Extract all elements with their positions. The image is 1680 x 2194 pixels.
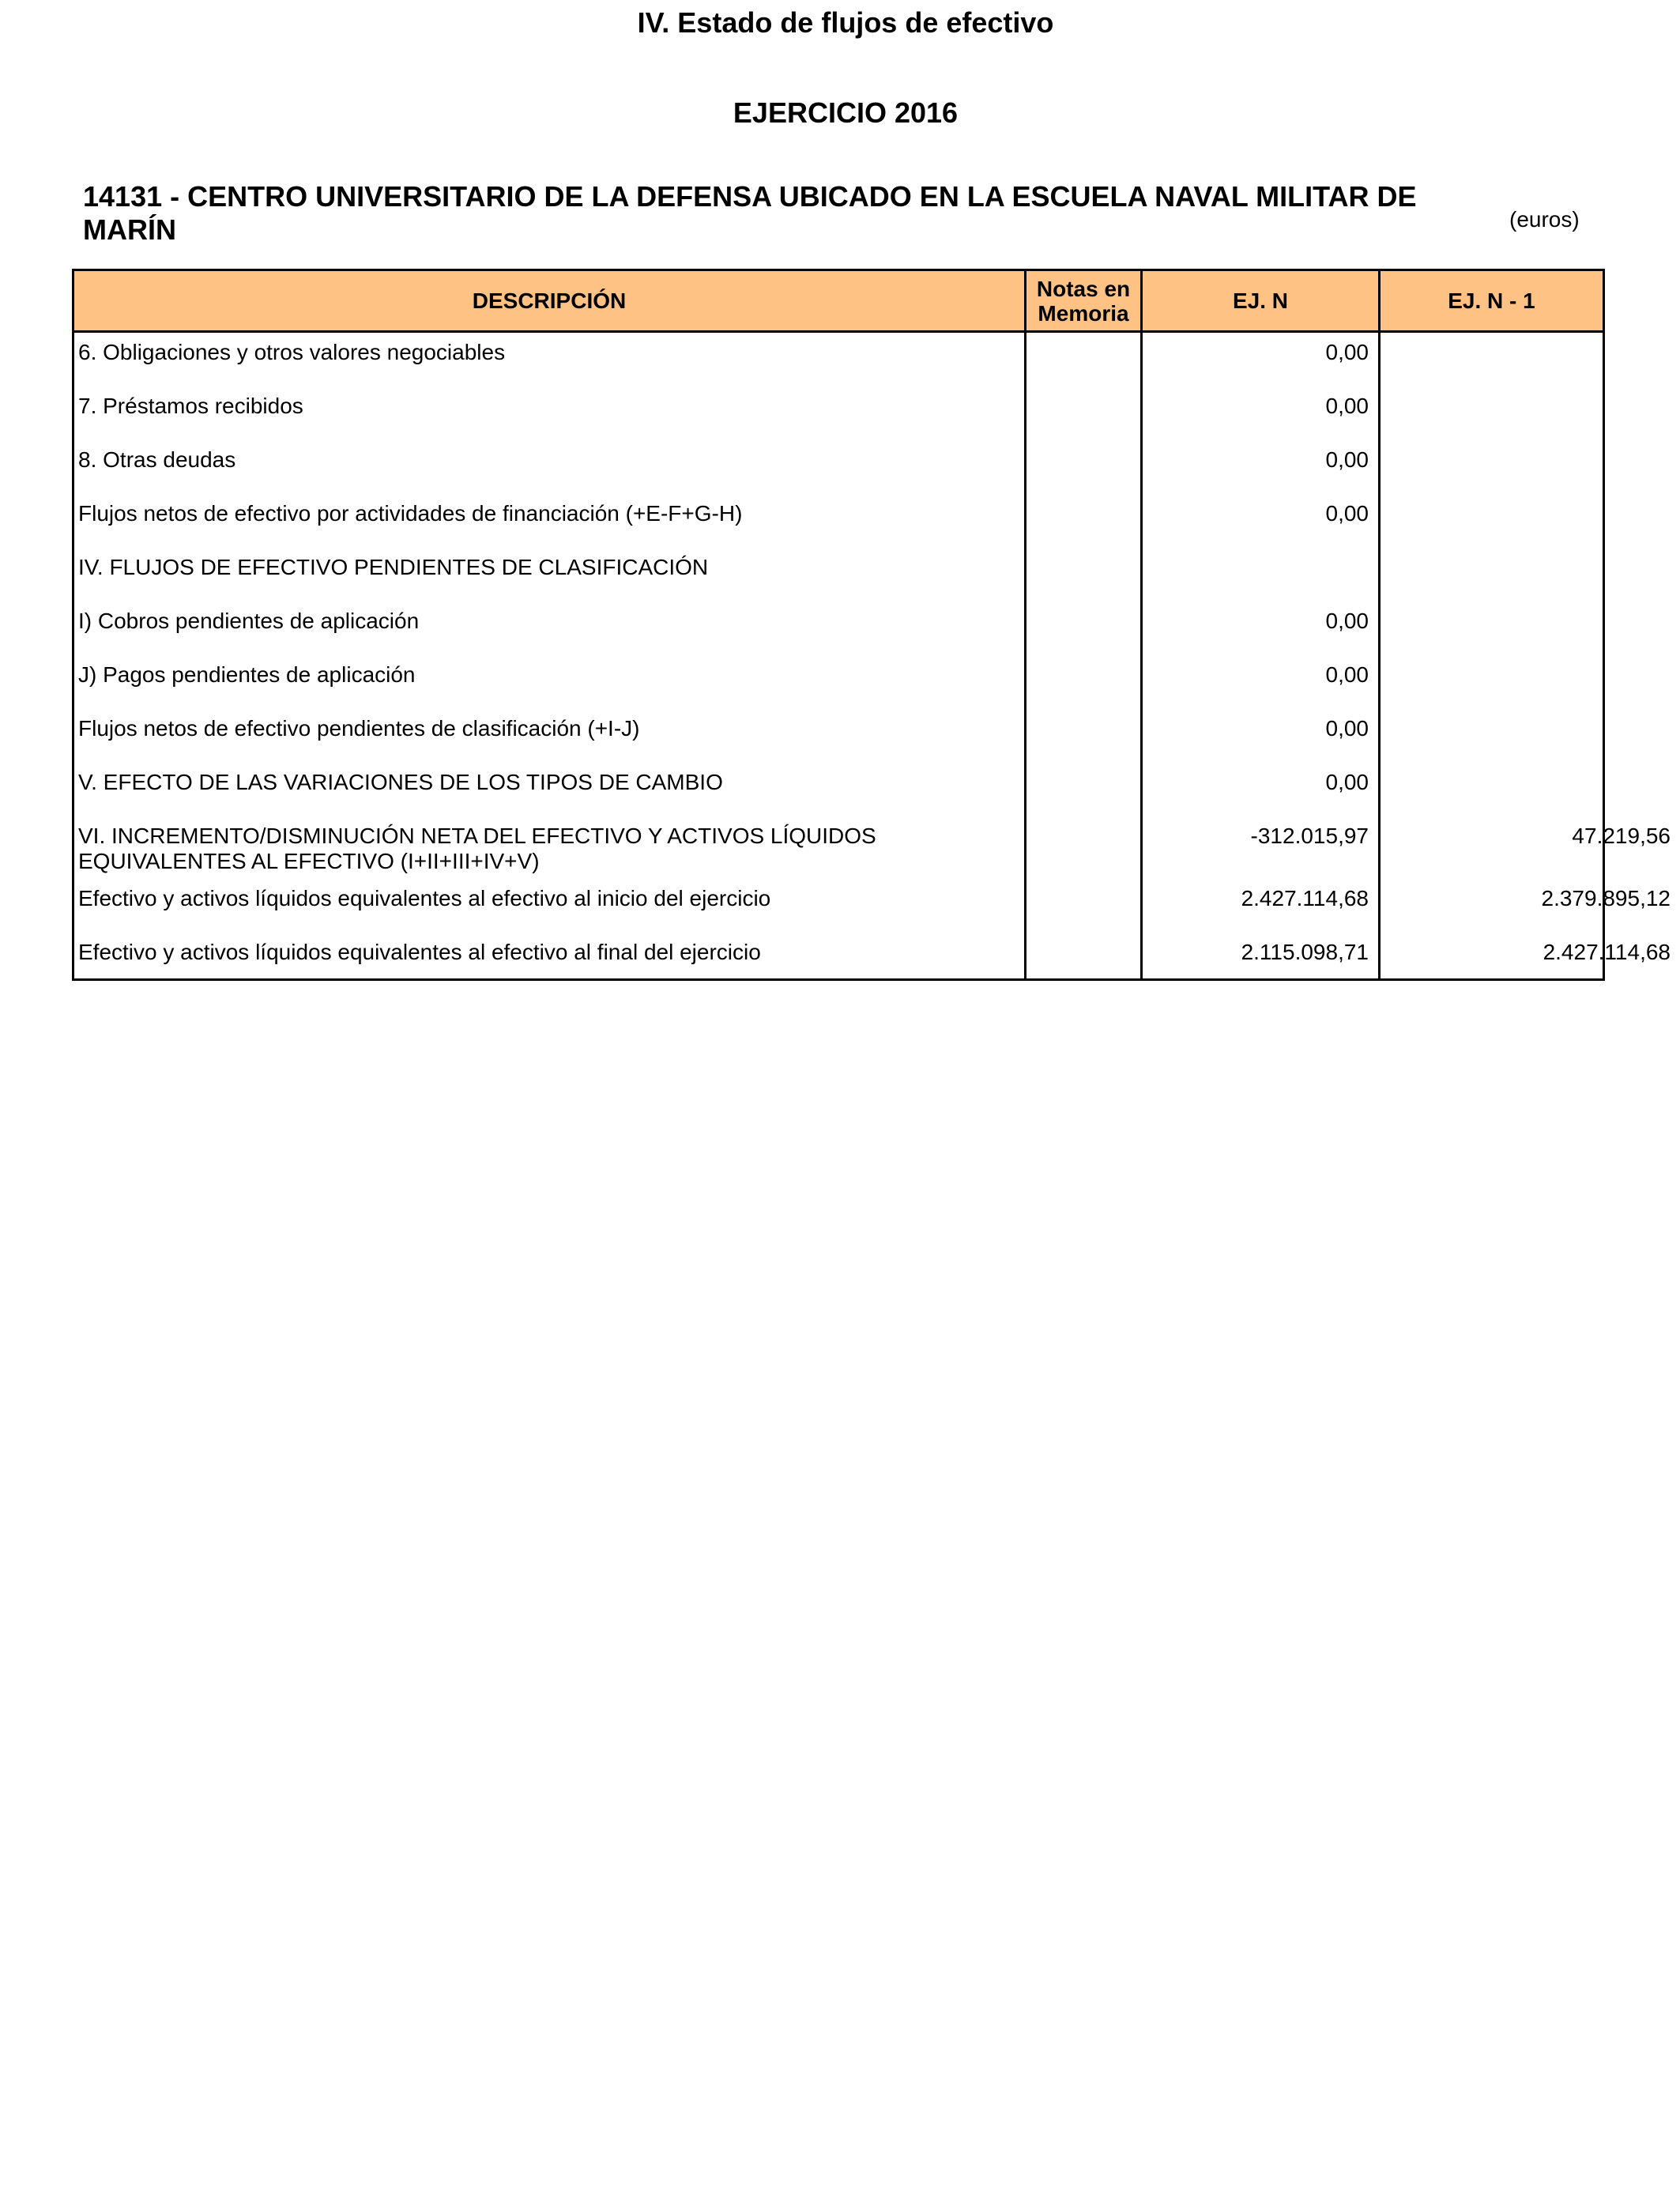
column-header-notes (1026, 271, 1140, 330)
exercise-title: EJERCICIO 2016 (733, 96, 959, 129)
row-current-value: 0,00 (1325, 501, 1369, 526)
row-description: 6. Obligaciones y otros valores negociables (78, 340, 506, 364)
row-description: J) Pagos pendientes de aplicación (78, 662, 416, 687)
column-divider (1378, 269, 1381, 981)
row-current-value: -312.015,97 (1250, 824, 1369, 848)
row-description: VI. INCREMENTO/DISMINUCIÓN NETA DEL EFECTIVO Y ACTIVOS LÍQUIDOS EQUIVALENTES AL EFECTIVO (I+II+III+IV+V) (78, 824, 876, 873)
row-current-value: 0,00 (1325, 340, 1369, 364)
page-title: IV. Estado de flujos de efectivo (637, 6, 1054, 39)
header-divider (72, 330, 1605, 333)
row-previous-value: 2.427.114,68 (1543, 940, 1671, 964)
row-current-value: 0,00 (1325, 770, 1369, 794)
entity-title: 14131 - CENTRO UNIVERSITARIO DE LA DEFENSA UBICADO EN LA ESCUELA NAVAL MILITAR DE MARÍN (83, 180, 1417, 246)
row-description: V. EFECTO DE LAS VARIACIONES DE LOS TIPOS DE CAMBIO (78, 770, 723, 794)
row-description: 7. Préstamos recibidos (78, 394, 303, 418)
row-description: Flujos netos de efectivo por actividades de financiación (+E-F+G-H) (78, 501, 743, 526)
column-header-notes-line2: Memoria (1038, 300, 1129, 326)
row-previous-value: 2.379.895,12 (1541, 886, 1671, 910)
row-description: 8. Otras deudas (78, 447, 236, 472)
row-current-value: 2.115.098,71 (1241, 940, 1369, 964)
row-current-value: 2.427.114,68 (1241, 886, 1369, 910)
column-header-previous: EJ. N - 1 (1448, 288, 1535, 313)
units-label: (euros) (1509, 207, 1580, 232)
row-current-value: 0,00 (1325, 609, 1369, 633)
row-current-value: 0,00 (1325, 447, 1369, 472)
column-divider (1140, 269, 1143, 981)
row-description: IV. FLUJOS DE EFECTIVO PENDIENTES DE CLASIFICACIÓN (78, 555, 709, 579)
column-divider (1024, 269, 1026, 981)
row-current-value: 0,00 (1325, 662, 1369, 687)
column-header-notes-line1: Notas en (1036, 276, 1131, 301)
column-header-description: DESCRIPCIÓN (472, 288, 627, 313)
row-description: Efectivo y activos líquidos equivalentes al efectivo al inicio del ejercicio (78, 886, 771, 910)
row-current-value: 0,00 (1325, 716, 1369, 741)
column-header-current: EJ. N (1232, 288, 1289, 313)
row-current-value: 0,00 (1325, 394, 1369, 418)
row-description: Flujos netos de efectivo pendientes de clasificación (+I-J) (78, 716, 640, 741)
row-description: Efectivo y activos líquidos equivalentes al efectivo al final del ejercicio (78, 940, 761, 964)
row-description: I) Cobros pendientes de aplicación (78, 609, 420, 633)
row-previous-value: 47.219,56 (1572, 824, 1671, 848)
